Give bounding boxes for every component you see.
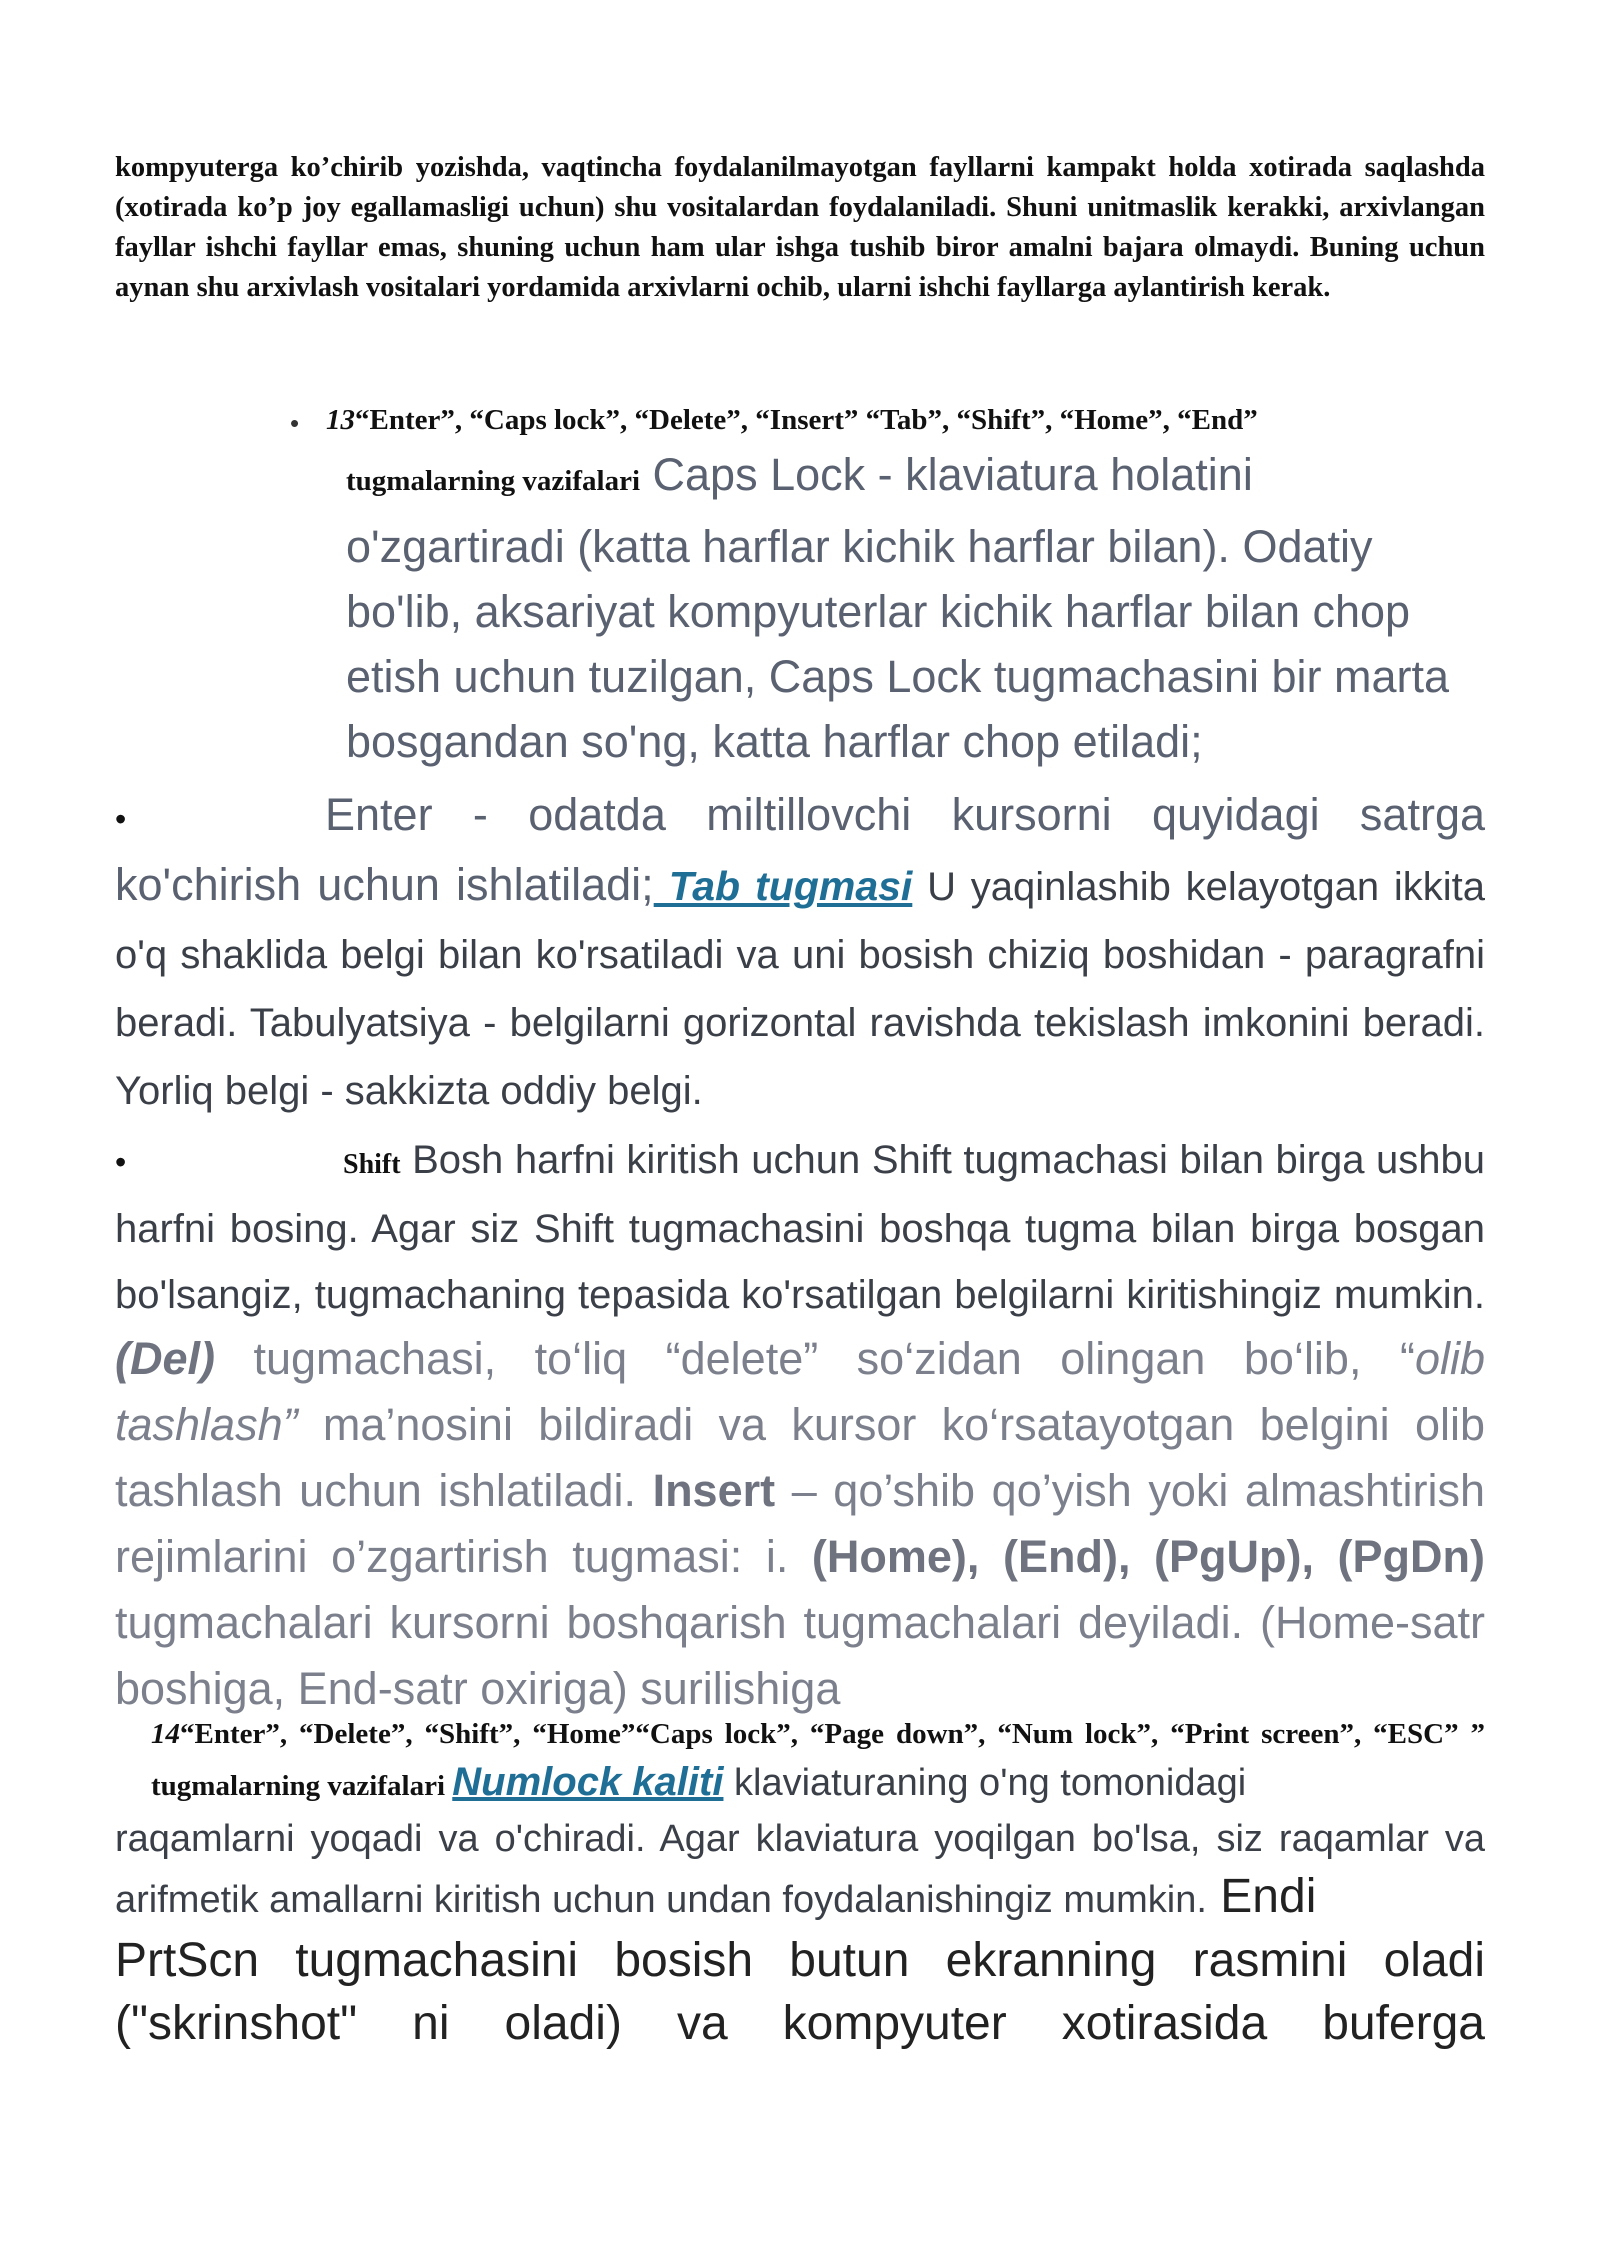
enter-text: Enter - odatda miltillovchi kursorni quyidagi satrga ko'chirish uchun ishlatiladi;: [115, 789, 1485, 910]
question-13: [290, 398, 1460, 774]
enter-tab-paragraph: [115, 782, 1485, 1124]
nav-keys-text: tugmachalari kursorni boshqarish tugmachalari deyiladi. (Home-satr boshiga, End-satr oxiriga) surilishiga: [115, 1597, 1485, 1714]
prtscn-text: PrtScn tugmachasini bosish butun ekranning rasmini oladi ("skrinshot" ni oladi) va kompyuter xotirasida buferga: [115, 1934, 1485, 2050]
shift-del-paragraph: [115, 1128, 1485, 1723]
del-text-2: ma’nosini bildiradi va kursor ko‘rsatayotgan belgini olib tashlash uchun ishlatiladi.: [115, 1399, 1485, 1516]
question-13-heading: [326, 398, 1460, 442]
del-italic: olib tashlash”: [115, 1333, 1485, 1450]
tab-text: U yaqinlashib kelayotgan ikkita o'q shaklida belgi bilan ko'rsatiladi va uni bosish chiziq boshidan - paragrafni beradi. Tabulyatsiya - belgilarni gorizontal ravishda tekislash imkonini beradi. Yorliq belgi - sakkizta oddiy belgi.: [115, 865, 1485, 1113]
question-number: 14: [151, 1718, 180, 1750]
question-13-keys: “Enter”, “Caps lock”, “Delete”, “Insert” “Tab”, “Shift”, “Home”, “End”: [355, 404, 1258, 436]
bullet: •: [115, 1144, 127, 1180]
question-13-lead: tugmalarning vazifalari: [346, 465, 641, 497]
question-number: 13: [326, 404, 355, 436]
numlock-rest: raqamlarni yoqadi va o'chiradi. Agar klaviatura yoqilgan bo'lsa, siz raqamlar va arifmetik amallarni kiritish uchun undan foydalanishingiz mumkin.: [115, 1818, 1485, 1921]
prtscn-lead: Endi: [1206, 1870, 1317, 1923]
del-label: (Del): [115, 1333, 215, 1384]
caps-lock-text: Caps Lock - klaviatura holatini o'zgartiradi (katta harflar kichik harflar bilan). Odatiy bo'lib, aksariyat kompyuterlar kichik harflar bilan chop etish uchun tuzilgan, Caps Lock tugmachasini bir marta bosgandan so'ng, katta harflar chop etiladi;: [346, 449, 1450, 767]
numlock-link[interactable]: Numlock kaliti: [452, 1760, 724, 1804]
del-text-1: tugmachasi, to‘liq “delete” so‘zidan olingan bo‘lib, “: [215, 1333, 1415, 1384]
nav-keys-label: (Home), (End), (PgUp), (PgDn): [811, 1531, 1485, 1582]
bullet: •: [290, 408, 300, 438]
question-13-answer: [346, 442, 1460, 774]
insert-text: – qo’shib qo’yish yoki almashtirish rejimlarini o’zgartirish tugmasi: i.: [115, 1465, 1485, 1582]
intro-paragraph: kompyuterga ko’chirib yozishda, vaqtincha foydalanilmayotgan fayllarni kampakt holda xotirada saqlashda (xotirada ko’p joy egallamasligi uchun) shu vositalardan foydalaniladi. Shuni unitmaslik kerakki, arxivlangan fayllar ishchi fayllar emas, shuning uchun ham ular ishga tushib biror amalni bajara olmaydi. Buning uchun aynan shu arxivlash vositalari yordamida arxivlarni ochib, ularni ishchi fayllarga aylantirish kerak.: [115, 152, 1485, 303]
question-14-heading: [115, 1710, 1485, 1810]
shift-text: Bosh harfni kiritish uchun Shift tugmachasi bilan birga ushbu harfni bosing. Agar siz Shift tugmachasini boshqa tugma bilan birga bosgan bo'lsangiz, tugmachaning tepasida ko'rsatilgan belgilarni kiritishingiz mumkin.: [115, 1138, 1485, 1317]
insert-label: Insert: [652, 1465, 776, 1516]
question-14: [115, 1710, 1485, 2055]
question-14-keys: “Enter”, “Delete”, “Shift”, “Home”“Caps lock”, “Page down”, “Num lock”, “Print screen”, “ESC” ” tugmalarning vazifalari: [151, 1718, 1485, 1802]
bullet: •: [115, 801, 127, 837]
shift-label: Shift: [343, 1149, 401, 1180]
numlock-text: klaviaturaning o'ng tomonidagi: [723, 1762, 1247, 1804]
tab-link[interactable]: Tab tugmasi: [653, 863, 913, 909]
numlock-body: [115, 1810, 1485, 1929]
